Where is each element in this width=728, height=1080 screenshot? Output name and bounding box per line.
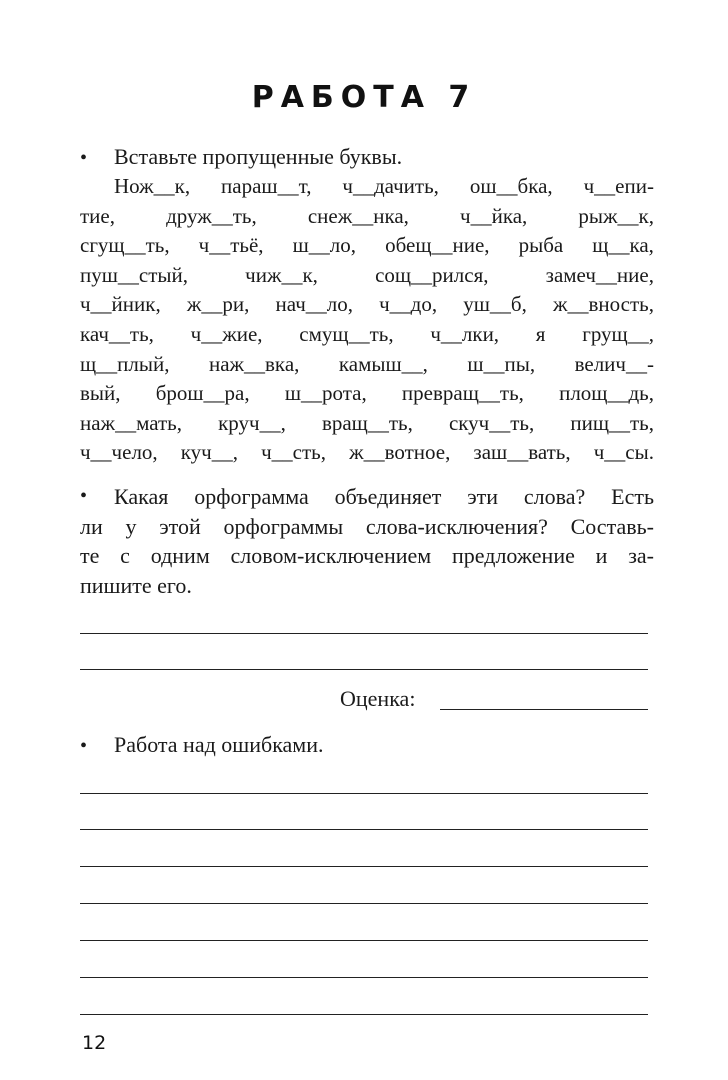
word: ш__ло, — [292, 233, 357, 258]
question-line — [80, 541, 654, 571]
word: ч__сы. — [593, 440, 654, 465]
question-line — [80, 482, 654, 512]
word: снеж__нка, — [307, 203, 409, 228]
task3-instruction: Работа над ошибками. — [114, 732, 324, 757]
word: с — [120, 543, 130, 568]
word: уш__б, — [463, 292, 527, 317]
exercise-line — [80, 172, 654, 202]
word: брош__ра, — [155, 381, 250, 406]
exercise-line — [80, 409, 654, 439]
word: камыш__, — [338, 351, 428, 376]
word: ж__ри, — [186, 292, 250, 317]
word: Нож__к, — [114, 174, 191, 198]
word: обещ__ние, — [385, 233, 490, 258]
word: велич__- — [574, 351, 654, 376]
task1-instruction-row — [80, 142, 402, 173]
word: предложение — [452, 543, 575, 568]
word: ош__бка, — [469, 174, 553, 198]
word: сощ__рился, — [375, 262, 489, 287]
word: Составь- — [570, 513, 654, 539]
exercise-line — [80, 379, 654, 409]
answer-line[interactable] — [80, 866, 648, 867]
answer-line[interactable] — [80, 633, 648, 634]
word: ч__жие, — [190, 321, 263, 346]
word: ч__дачить, — [342, 174, 439, 198]
exercise-text — [80, 172, 654, 468]
word: грущ__, — [582, 321, 654, 346]
answer-line[interactable] — [80, 669, 648, 670]
task1-instruction: Вставьте пропущенные буквы. — [114, 144, 403, 169]
word: ч__до, — [379, 292, 438, 317]
word: превращ__ть, — [401, 381, 524, 406]
question-line — [80, 512, 654, 542]
question-line: пишите его. — [80, 572, 192, 598]
bullet-icon: • — [80, 735, 88, 757]
word: ж__вность, — [552, 292, 654, 317]
word: щ__плый, — [80, 351, 170, 376]
page-title: РАБОТА 7 — [251, 80, 477, 115]
exercise-line — [80, 202, 654, 232]
word: кач__ть, — [80, 321, 154, 346]
question-line-text: Какая орфограмма объединяет эти слова? Есть — [114, 484, 654, 509]
bullet-icon: • — [80, 485, 88, 507]
word: наж__мать, — [80, 410, 182, 435]
word: ч__лки, — [430, 321, 500, 346]
answer-line[interactable] — [80, 903, 648, 904]
exercise-line — [80, 261, 654, 291]
answer-line[interactable] — [80, 1014, 648, 1015]
answer-line[interactable] — [80, 940, 648, 941]
word: замеч__ние, — [545, 262, 654, 287]
word: наж__вка, — [208, 351, 300, 376]
word: друж__ть, — [166, 203, 257, 228]
word: те — [80, 543, 100, 568]
word: нач__ло, — [275, 292, 353, 317]
word: смущ__ть, — [299, 321, 394, 346]
word: ч__йка, — [460, 203, 528, 228]
word: заш__вать, — [473, 440, 571, 465]
word: ли — [80, 513, 103, 539]
word: ч__йник, — [80, 292, 161, 317]
word: я — [535, 321, 546, 346]
word: сгущ__ть, — [80, 233, 170, 258]
word: одним — [150, 543, 210, 568]
exercise-line — [80, 350, 654, 380]
word: тие, — [80, 203, 115, 228]
word: этой — [159, 513, 201, 539]
exercise-line — [80, 231, 654, 261]
word: слова-исключения? — [365, 513, 548, 539]
word: рыж__к, — [578, 203, 654, 228]
word: скуч__ть, — [448, 410, 535, 435]
page-number: 12 — [82, 1032, 107, 1054]
word: рыба — [518, 233, 564, 258]
word: куч__, — [180, 440, 238, 465]
word: и — [595, 543, 608, 568]
word: ч__чело, — [80, 440, 158, 465]
word: ч__сть, — [261, 440, 326, 465]
bullet-icon: • — [80, 147, 88, 169]
word: ч__тьё, — [198, 233, 264, 258]
answer-line[interactable] — [80, 977, 648, 978]
word: площ__дь, — [559, 381, 654, 406]
word: ч__епи- — [583, 174, 654, 198]
word: за- — [628, 543, 654, 568]
task3-instruction-row — [80, 730, 324, 761]
grade-field[interactable] — [440, 709, 648, 710]
exercise-line — [80, 320, 654, 350]
word: пуш__стый, — [80, 262, 189, 287]
word: словом-исключением — [230, 543, 432, 568]
exercise-line — [80, 438, 654, 468]
answer-line[interactable] — [80, 793, 648, 794]
word: параш__т, — [221, 174, 312, 198]
word: чиж__к, — [245, 262, 318, 287]
grade-label: Оценка: — [340, 686, 416, 711]
word: щ__ка, — [592, 233, 654, 258]
word: ш__рота, — [284, 381, 367, 406]
word: ж__вотное, — [349, 440, 451, 465]
exercise-line — [80, 290, 654, 320]
word: орфограммы — [223, 513, 344, 539]
word: круч__, — [218, 410, 286, 435]
task2-question — [80, 482, 654, 600]
word: у — [125, 513, 137, 539]
word: пищ__ть, — [570, 410, 654, 435]
word: вращ__ть, — [321, 410, 413, 435]
word: ш__пы, — [467, 351, 536, 376]
answer-line[interactable] — [80, 829, 648, 830]
word: вый, — [80, 381, 121, 406]
